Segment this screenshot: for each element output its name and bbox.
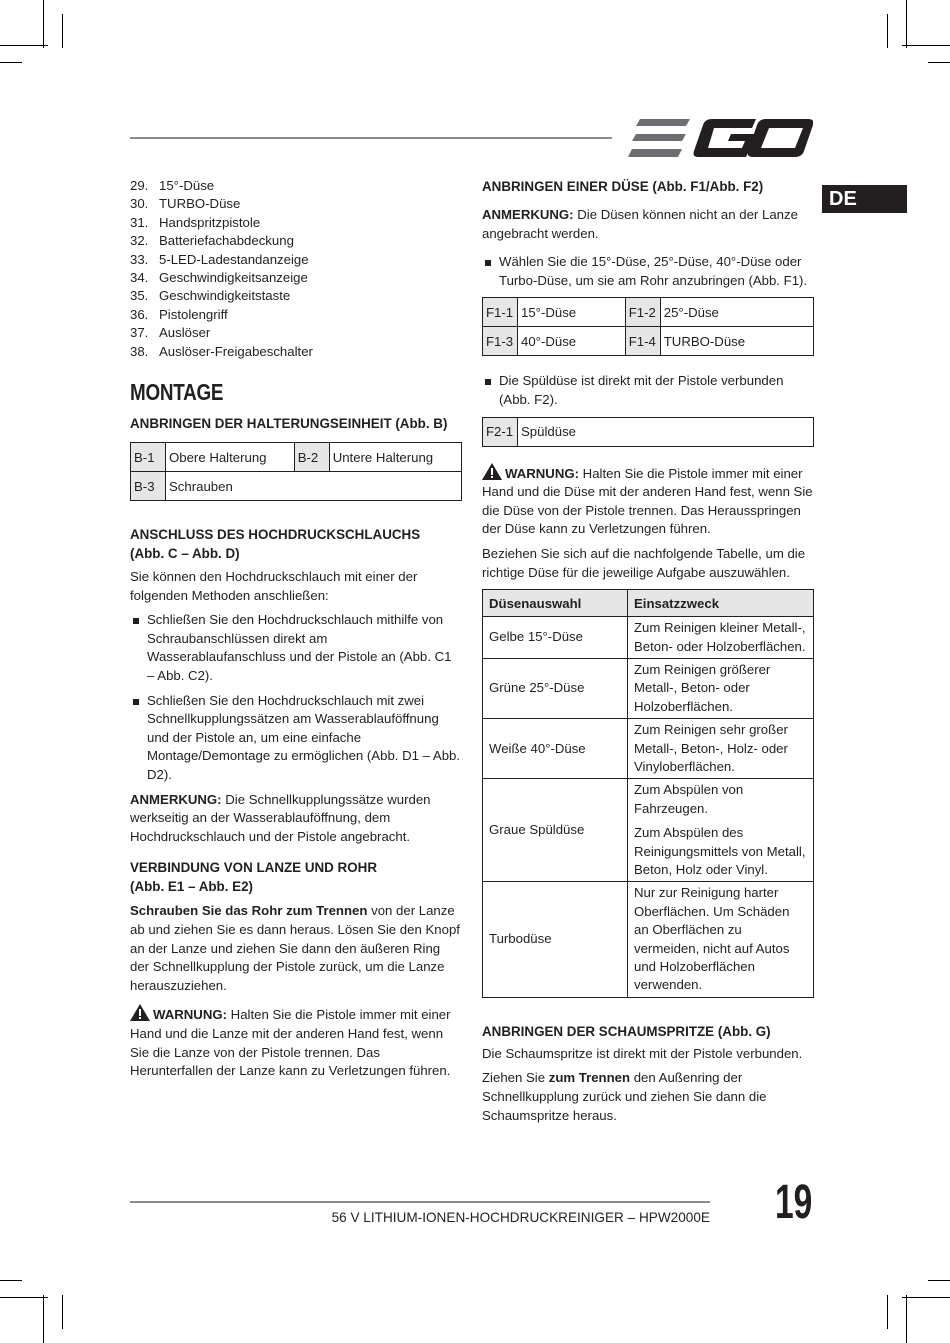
- schlauch-heading: [130, 525, 462, 563]
- ref-label: 25°-Düse: [660, 298, 813, 327]
- list-item-label: 5-LED-Ladestandanzeige: [159, 251, 309, 267]
- list-item-number: 29.: [130, 178, 149, 193]
- warning-text: Halten Sie die Pistole immer mit einer Hand und die Düse mit der anderen Hand fest, wenn Sie die Düse von der Pistole trennen. Das Herausspringen der Düse kann zu Verletzungen führen.: [482, 465, 813, 537]
- ref-code: B-2: [294, 443, 329, 472]
- schaum-heading: ANBRINGEN DER SCHAUMSPRITZE (Abb. G): [482, 1023, 771, 1039]
- list-item: [130, 269, 462, 287]
- warning-label: WARNUNG:: [505, 465, 579, 481]
- list-item-label: Auslöser: [159, 325, 211, 341]
- ref-label: Obere Halterung: [166, 443, 295, 472]
- nozzle-name: Graue Spüldüse: [483, 779, 628, 882]
- column-header: Düsenauswahl: [483, 590, 628, 617]
- nozzle-use-text: Zum Abspülen von Fahrzeugen.: [634, 782, 744, 816]
- left-column: [130, 177, 462, 1081]
- ref-code: B-1: [131, 443, 166, 472]
- list-item: [130, 177, 462, 195]
- halterung-table: [130, 442, 462, 501]
- warning-icon: [482, 463, 502, 480]
- ref-code: F1-4: [625, 327, 660, 356]
- list-item-number: 30.: [130, 196, 149, 212]
- nozzle-table: [482, 589, 814, 998]
- nozzle-use-text: Zum Reinigen sehr großer Metall-, Beton-, Holz- oder Vinyloberflächen.: [634, 722, 788, 774]
- nozzle-use-text: Zum Reinigen kleiner Metall-, Beton- oder Holzoberflächen.: [634, 620, 806, 654]
- table-row: [483, 882, 814, 997]
- warning-label: WARNUNG:: [153, 1007, 227, 1023]
- list-item: [130, 195, 462, 213]
- nozzle-use: [628, 719, 814, 779]
- list-item-label: TURBO-Düse: [159, 196, 241, 212]
- duese-bullets-1: [482, 253, 814, 290]
- header-rule: [130, 137, 612, 139]
- note-text: Die Schnellkupplungssätze wurden werkseitig an der Wasserablauföffnung, dem Hochdruckschlauch und der Pistole angebracht.: [130, 791, 431, 844]
- lanze-heading-line1: VERBINDUNG VON LANZE UND ROHR: [130, 860, 377, 876]
- schlauch-note: [130, 791, 462, 847]
- table-row: [483, 298, 814, 327]
- list-item-number: 35.: [130, 288, 149, 304]
- note-text: Die Düsen können nicht an der Lanze angebracht werden.: [482, 207, 798, 241]
- table-intro: Beziehen Sie sich auf die nachfolgende Tabelle, um die richtige Düse für die jeweilige Aufgabe auszuwählen.: [482, 545, 806, 580]
- right-column: [482, 177, 814, 1125]
- list-item-label: 15°-Düse: [159, 178, 215, 193]
- ref-label: Schrauben: [166, 472, 462, 501]
- ref-label: TURBO-Düse: [660, 327, 813, 356]
- duese-warning: [482, 463, 814, 539]
- table-row: [131, 443, 462, 472]
- note-label: ANMERKUNG:: [130, 791, 222, 807]
- list-item: [130, 324, 462, 342]
- list-item: Wählen Sie die 15°-Düse, 25°-Düse, 40°-Düse oder Turbo-Düse, um sie am Rohr anzubringen (Abb. F1).: [482, 253, 814, 290]
- schaum-text-2b: zum Trennen: [548, 1070, 631, 1086]
- lanze-heading-line2: (Abb. E1 – Abb. E2): [130, 879, 254, 895]
- duese-note: [482, 206, 814, 243]
- footer-title: 56 V LITHIUM-IONEN-HOCHDRUCKREINIGER – HPW2000E: [331, 1210, 710, 1225]
- schlauch-heading-line1: ANSCHLUSS DES HOCHDRUCKSCHLAUCHS: [130, 527, 421, 543]
- lanze-body: von der Lanze ab und ziehen Sie es dann heraus. Lösen Sie den Knopf an der Lanze und ziehen Sie dann den äußeren Ring der Schnellkupplung der Pistole zurück, um die Lanze herauszuziehen.: [130, 903, 460, 993]
- nozzle-use: [628, 617, 814, 659]
- schaum-text-2c: den Außenring der Schnellkupplung zurück und ziehen Sie dann die Schaumspritze heraus.: [482, 1070, 767, 1123]
- nozzle-use-text: Zum Abspülen des Reinigungsmittels von Metall, Beton, Holz oder Vinyl.: [634, 825, 806, 877]
- ego-logo: [628, 117, 813, 159]
- ref-code: F1-1: [483, 298, 518, 327]
- lanze-bold: Schrauben Sie das Rohr zum Trennen: [130, 903, 368, 919]
- page-number: 19: [775, 1176, 813, 1229]
- schlauch-heading-line2: (Abb. C – Abb. D): [130, 546, 240, 562]
- nozzle-use: [628, 882, 814, 997]
- column-header: Einsatzzweck: [628, 590, 814, 617]
- table-row: [483, 327, 814, 356]
- ref-code: F2-1: [483, 417, 518, 446]
- list-item-number: 34.: [130, 270, 149, 286]
- schaum-text-1: Die Schaumspritze ist direkt mit der Pistole verbunden.: [482, 1045, 803, 1061]
- ref-code: F1-3: [483, 327, 518, 356]
- schlauch-intro: Sie können den Hochdruckschlauch mit einer der folgenden Methoden anschließen:: [130, 569, 418, 603]
- table-row: [131, 472, 462, 501]
- f2-table: [482, 417, 814, 447]
- nozzle-use-text: Nur zur Reinigung harter Oberflächen. Um Schäden an Oberflächen zu vermeiden, nicht auf Autos und Holzoberflächen verwenden.: [634, 885, 790, 993]
- nozzle-use-text: Zum Reinigen größerer Metall-, Beton- oder Holzoberflächen.: [634, 661, 771, 714]
- table-row: [483, 658, 814, 718]
- duese-heading: ANBRINGEN EINER DÜSE (Abb. F1/Abb. F2): [482, 179, 764, 194]
- nozzle-name: Grüne 25°-Düse: [483, 658, 628, 718]
- list-item: Schließen Sie den Hochdruckschlauch mit zwei Schnellkupplungssätzen am Wasserablauföffnung und der Pistole an, um eine einfache Montage/Demontage zu ermöglichen (Abb. D1 – Abb. D2).: [130, 692, 462, 785]
- table-header-row: [483, 590, 814, 617]
- lanze-warning: [130, 1004, 462, 1080]
- ref-code: F1-2: [625, 298, 660, 327]
- list-item: [130, 306, 462, 324]
- list-item-number: 37.: [130, 325, 149, 341]
- ref-label: 40°-Düse: [518, 327, 626, 356]
- ref-label: Untere Halterung: [329, 443, 461, 472]
- schaum-text-2a: Ziehen Sie: [482, 1070, 549, 1086]
- note-label: ANMERKUNG:: [482, 207, 574, 222]
- list-item: Schließen Sie den Hochdruckschlauch mithilfe von Schraubanschlüssen direkt am Wasserablaufanschluss und der Pistole an (Abb. C1 – Abb. C2).: [130, 611, 462, 685]
- footer-rule: [130, 1201, 710, 1203]
- list-item-number: 33.: [130, 251, 149, 267]
- language-tab: DE: [822, 185, 907, 213]
- schlauch-bullets: [130, 611, 462, 784]
- warning-text: Halten Sie die Pistole immer mit einer Hand und die Lanze mit der anderen Hand fest, wenn Sie die Lanze von der Pistole trennen. Das Herunterfallen der Lanze kann zu Verletzungen führen.: [130, 1007, 451, 1079]
- list-item-label: Batteriefachabdeckung: [159, 233, 294, 249]
- list-item: [130, 251, 462, 269]
- list-item-number: 38.: [130, 343, 149, 359]
- list-item-number: 31.: [130, 214, 149, 230]
- list-item: [130, 287, 462, 305]
- table-row: [483, 719, 814, 779]
- halterung-heading: ANBRINGEN DER HALTERUNGSEINHEIT (Abb. B): [130, 416, 448, 432]
- table-row: [483, 417, 814, 446]
- nozzle-use: [628, 658, 814, 718]
- parts-list: [130, 177, 462, 361]
- list-item: Die Spüldüse ist direkt mit der Pistole verbunden (Abb. F2).: [482, 372, 814, 409]
- table-row: [483, 779, 814, 882]
- nozzle-name: Weiße 40°-Düse: [483, 719, 628, 779]
- list-item-number: 36.: [130, 306, 149, 322]
- lanze-text: [130, 902, 462, 995]
- ref-label: 15°-Düse: [518, 298, 626, 327]
- list-item: [130, 232, 462, 250]
- list-item-label: Pistolengriff: [159, 306, 228, 322]
- schaum-text-2: [482, 1069, 814, 1125]
- list-item: [130, 214, 462, 232]
- ref-code: B-3: [131, 472, 166, 501]
- nozzle-name: Gelbe 15°-Düse: [483, 617, 628, 659]
- list-item-number: 32.: [130, 233, 149, 249]
- list-item-label: Auslöser-Freigabeschalter: [159, 343, 313, 359]
- lanze-heading: [130, 858, 462, 896]
- list-item-label: Geschwindigkeitstaste: [159, 288, 291, 304]
- list-item-label: Handspritzpistole: [159, 214, 261, 230]
- table-row: [483, 617, 814, 659]
- warning-icon: [130, 1004, 150, 1021]
- ref-label: Spüldüse: [518, 417, 814, 446]
- list-item-label: Geschwindigkeitsanzeige: [159, 270, 308, 286]
- f1-table: [482, 297, 814, 356]
- montage-title: MONTAGE: [130, 379, 224, 406]
- nozzle-name: Turbodüse: [483, 882, 628, 997]
- nozzle-use: [628, 779, 814, 882]
- list-item: [130, 343, 462, 361]
- duese-bullets-2: [482, 372, 814, 409]
